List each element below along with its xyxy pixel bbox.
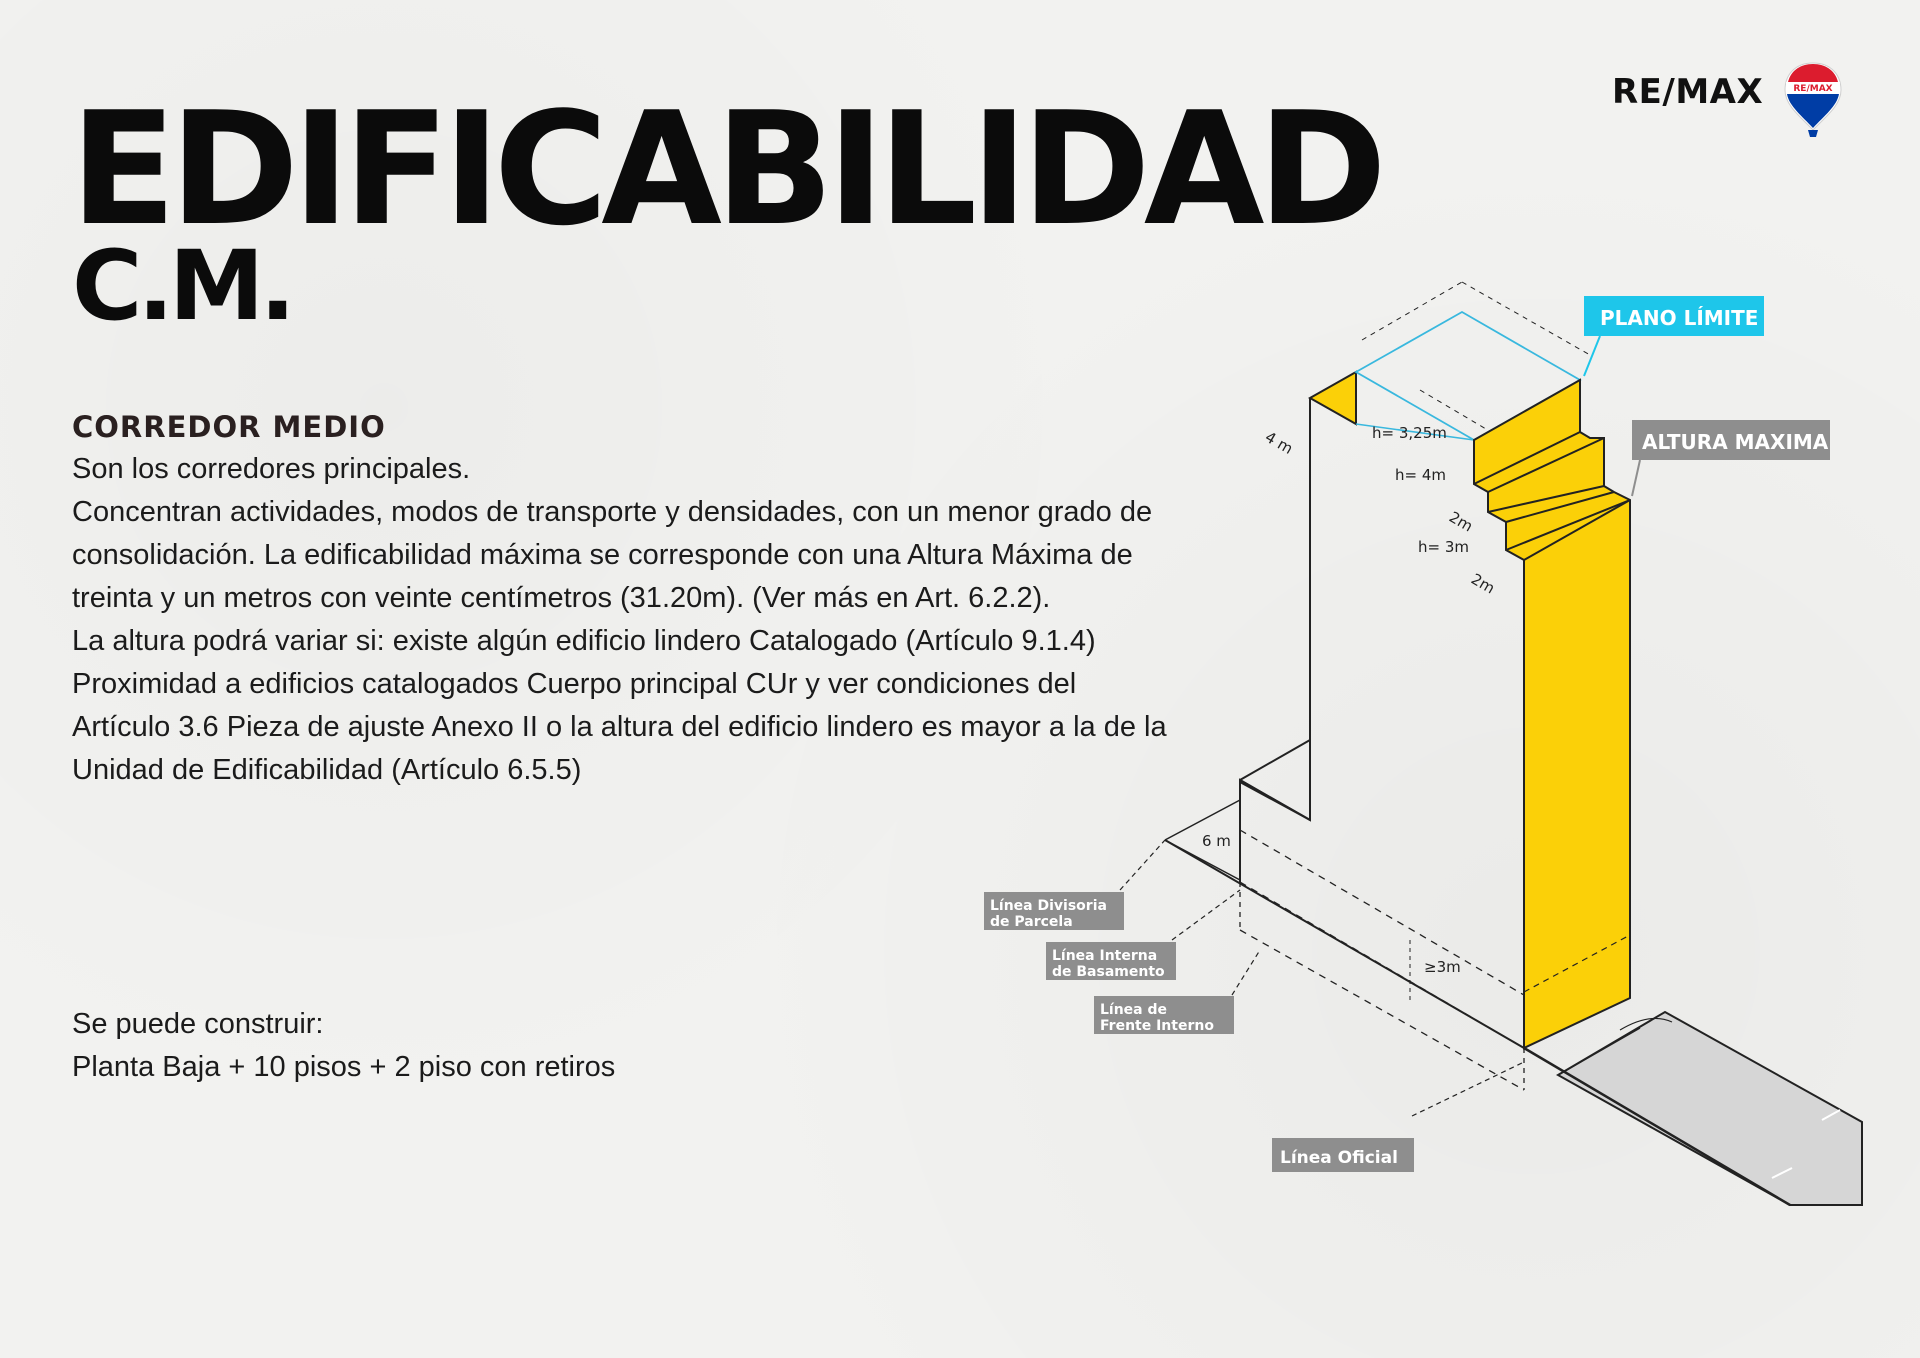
brand-wordmark: RE/MAX bbox=[1612, 72, 1764, 112]
section-heading: CORREDOR MEDIO bbox=[72, 410, 386, 444]
tag-linea-frente-1: Línea de bbox=[1100, 1002, 1168, 1018]
tag-plano-limite-label: PLANO LÍMITE bbox=[1600, 306, 1759, 330]
tag-linea-interna-1: Línea Interna bbox=[1052, 948, 1158, 964]
construction-intro: Se puede construir: bbox=[72, 1008, 324, 1040]
measure-h2: h= 4m bbox=[1395, 466, 1446, 484]
page-subtitle: C.M. bbox=[72, 230, 291, 342]
top-corner-fill bbox=[1310, 372, 1356, 424]
page-title: EDIFICABILIDAD bbox=[70, 78, 1381, 260]
paragraph-2: Concentran actividades, modos de transporte y densidades, con un menor grado de consolidación. La edificabilidad máxima se corresponde con una Altura Máxima de treinta y un metros con veinte centímetros (31.20m). (Ver más en Art. 6.2.2). bbox=[72, 496, 1153, 614]
tag-linea-divisoria-1: Línea Divisoria bbox=[990, 898, 1107, 914]
balloon-label: RE/MAX bbox=[1793, 84, 1833, 94]
measure-side: 6 m bbox=[1202, 832, 1231, 850]
construction-detail: Planta Baja + 10 pisos + 2 piso con retiros bbox=[72, 1051, 616, 1083]
tag-linea-frente-2: Frente Interno bbox=[1100, 1018, 1214, 1034]
measure-h3: h= 3m bbox=[1418, 538, 1469, 556]
measure-h1: h= 3,25m bbox=[1372, 424, 1447, 442]
measure-s2: 2m bbox=[1468, 569, 1498, 598]
tag-linea-oficial-label: Línea Oficial bbox=[1280, 1148, 1398, 1168]
paragraph-3: La altura podrá variar si: existe algún edificio lindero Catalogado (Artículo 9.1.4) Proximidad a edificios catalogados Cuerpo principal CUr y ver condiciones del Artículo 3.6 Pieza de ajuste Anexo II o la altura del edificio lindero es mayor a la de la Unidad de Edificabilidad (Artículo 6.5.5) bbox=[72, 625, 1167, 786]
tag-linea-interna-2: de Basamento bbox=[1052, 964, 1165, 980]
measure-s1: 2m bbox=[1446, 507, 1476, 536]
tag-altura-maxima-label: ALTURA MAXIMA bbox=[1642, 430, 1829, 454]
tag-linea-divisoria-2: de Parcela bbox=[990, 914, 1073, 930]
measure-front: ≥3m bbox=[1424, 958, 1461, 976]
street-surface bbox=[1558, 1012, 1862, 1205]
side-wall-left bbox=[1240, 398, 1310, 820]
measure-depth: 4 m bbox=[1262, 427, 1297, 458]
paragraph-1: Son los corredores principales. bbox=[72, 453, 471, 485]
